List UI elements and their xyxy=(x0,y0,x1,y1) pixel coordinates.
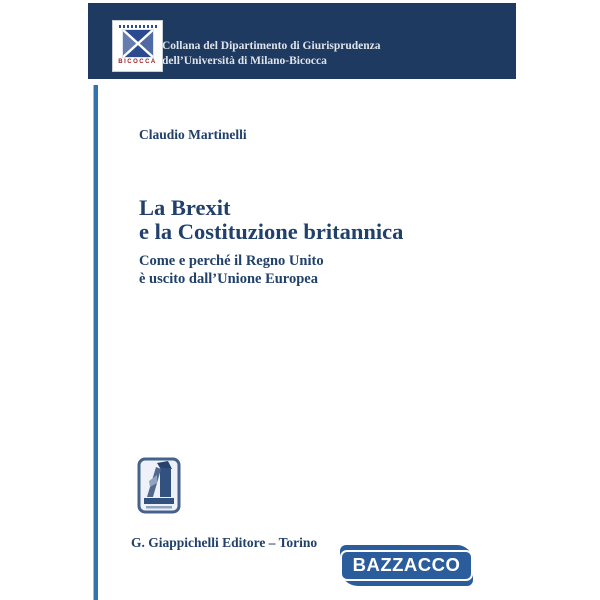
unimib-logo-top-text xyxy=(119,25,157,28)
left-accent-line xyxy=(93,85,98,600)
book-subtitle xyxy=(139,253,324,288)
series-title xyxy=(162,39,381,69)
giappichelli-emblem-icon xyxy=(137,457,181,514)
book-title xyxy=(139,196,403,244)
book-title-line1: La Brexit xyxy=(139,195,231,220)
series-title-line2: dell’Università di Milano-Bicocca xyxy=(162,55,327,67)
unimib-x-icon xyxy=(122,29,154,58)
book-title-line2: e la Costituzione britannica xyxy=(139,219,404,244)
bazzacco-watermark-badge xyxy=(340,545,473,586)
series-title-line1: Collana del Dipartimento di Giurisprudenza xyxy=(162,40,381,52)
unimib-logo xyxy=(112,20,163,72)
series-header-band xyxy=(88,3,516,79)
author-name: Claudio Martinelli xyxy=(139,127,247,142)
book-subtitle-line1: Come e perché il Regno Unito xyxy=(139,253,324,269)
bazzacco-watermark-label: BAZZACCO xyxy=(340,550,474,581)
publisher-line: G. Giappichelli Editore – Torino xyxy=(131,535,318,550)
unimib-logo-label: BICOCCA xyxy=(118,59,157,65)
book-subtitle-line2: è uscito dall’Unione Europea xyxy=(139,270,318,287)
